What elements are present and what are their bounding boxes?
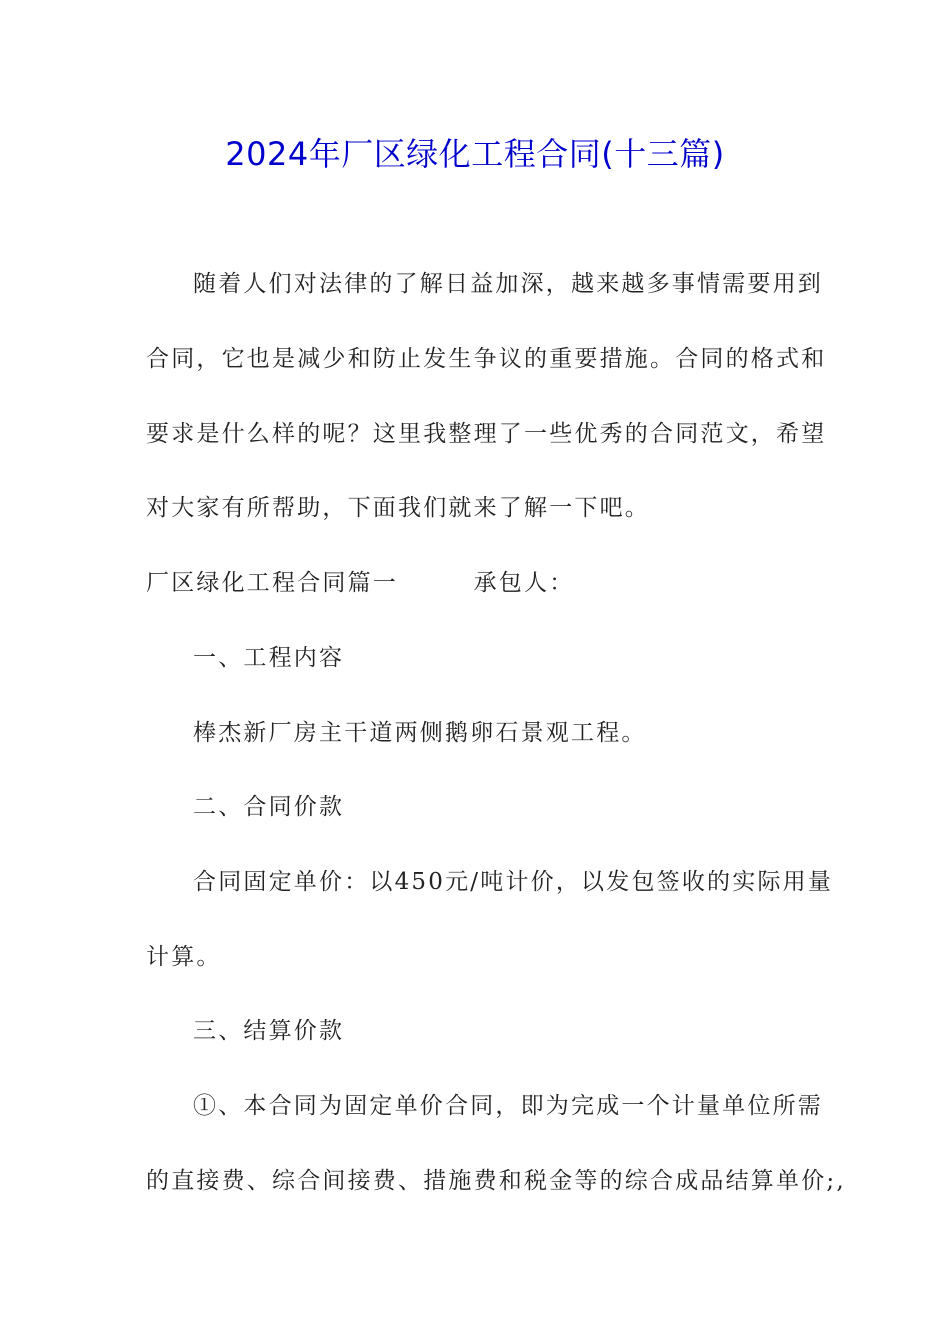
clause-text-3: ①、本合同为固定单价合同，即为完成一个计量单位所需 (193, 1093, 823, 1119)
paragraph-line-3: 要求是什么样的呢？这里我整理了一些优秀的合同范文，希望 (146, 421, 827, 447)
clause-text-1: 棒杰新厂房主干道两侧鹅卵石景观工程。 (193, 720, 647, 746)
document-title: 2024年厂区绿化工程合同(十三篇) (225, 135, 725, 173)
paragraph-line-1: 随着人们对法律的了解日益加深，越来越多事情需要用到 (193, 271, 823, 297)
paragraph-line-4: 对大家有所帮助，下面我们就来了解一下吧。 (146, 495, 650, 521)
clause-heading-3: 三、结算价款 (193, 1018, 345, 1044)
clause-heading-2: 二、合同价款 (193, 794, 345, 820)
clause-heading-1: 一、工程内容 (193, 645, 345, 671)
clause-text-2: 合同固定单价：以450元/吨计价，以发包签收的实际用量 (193, 869, 834, 895)
paragraph-line-2: 合同，它也是减少和防止发生争议的重要措施。合同的格式和 (146, 346, 827, 372)
section-heading: 厂区绿化工程合同篇一 承包人： (146, 570, 575, 596)
clause-text-2-cont: 计算。 (146, 944, 222, 970)
clause-text-3-cont: 的直接费、综合间接费、措施费和税金等的综合成品结算单价;, (146, 1168, 846, 1194)
